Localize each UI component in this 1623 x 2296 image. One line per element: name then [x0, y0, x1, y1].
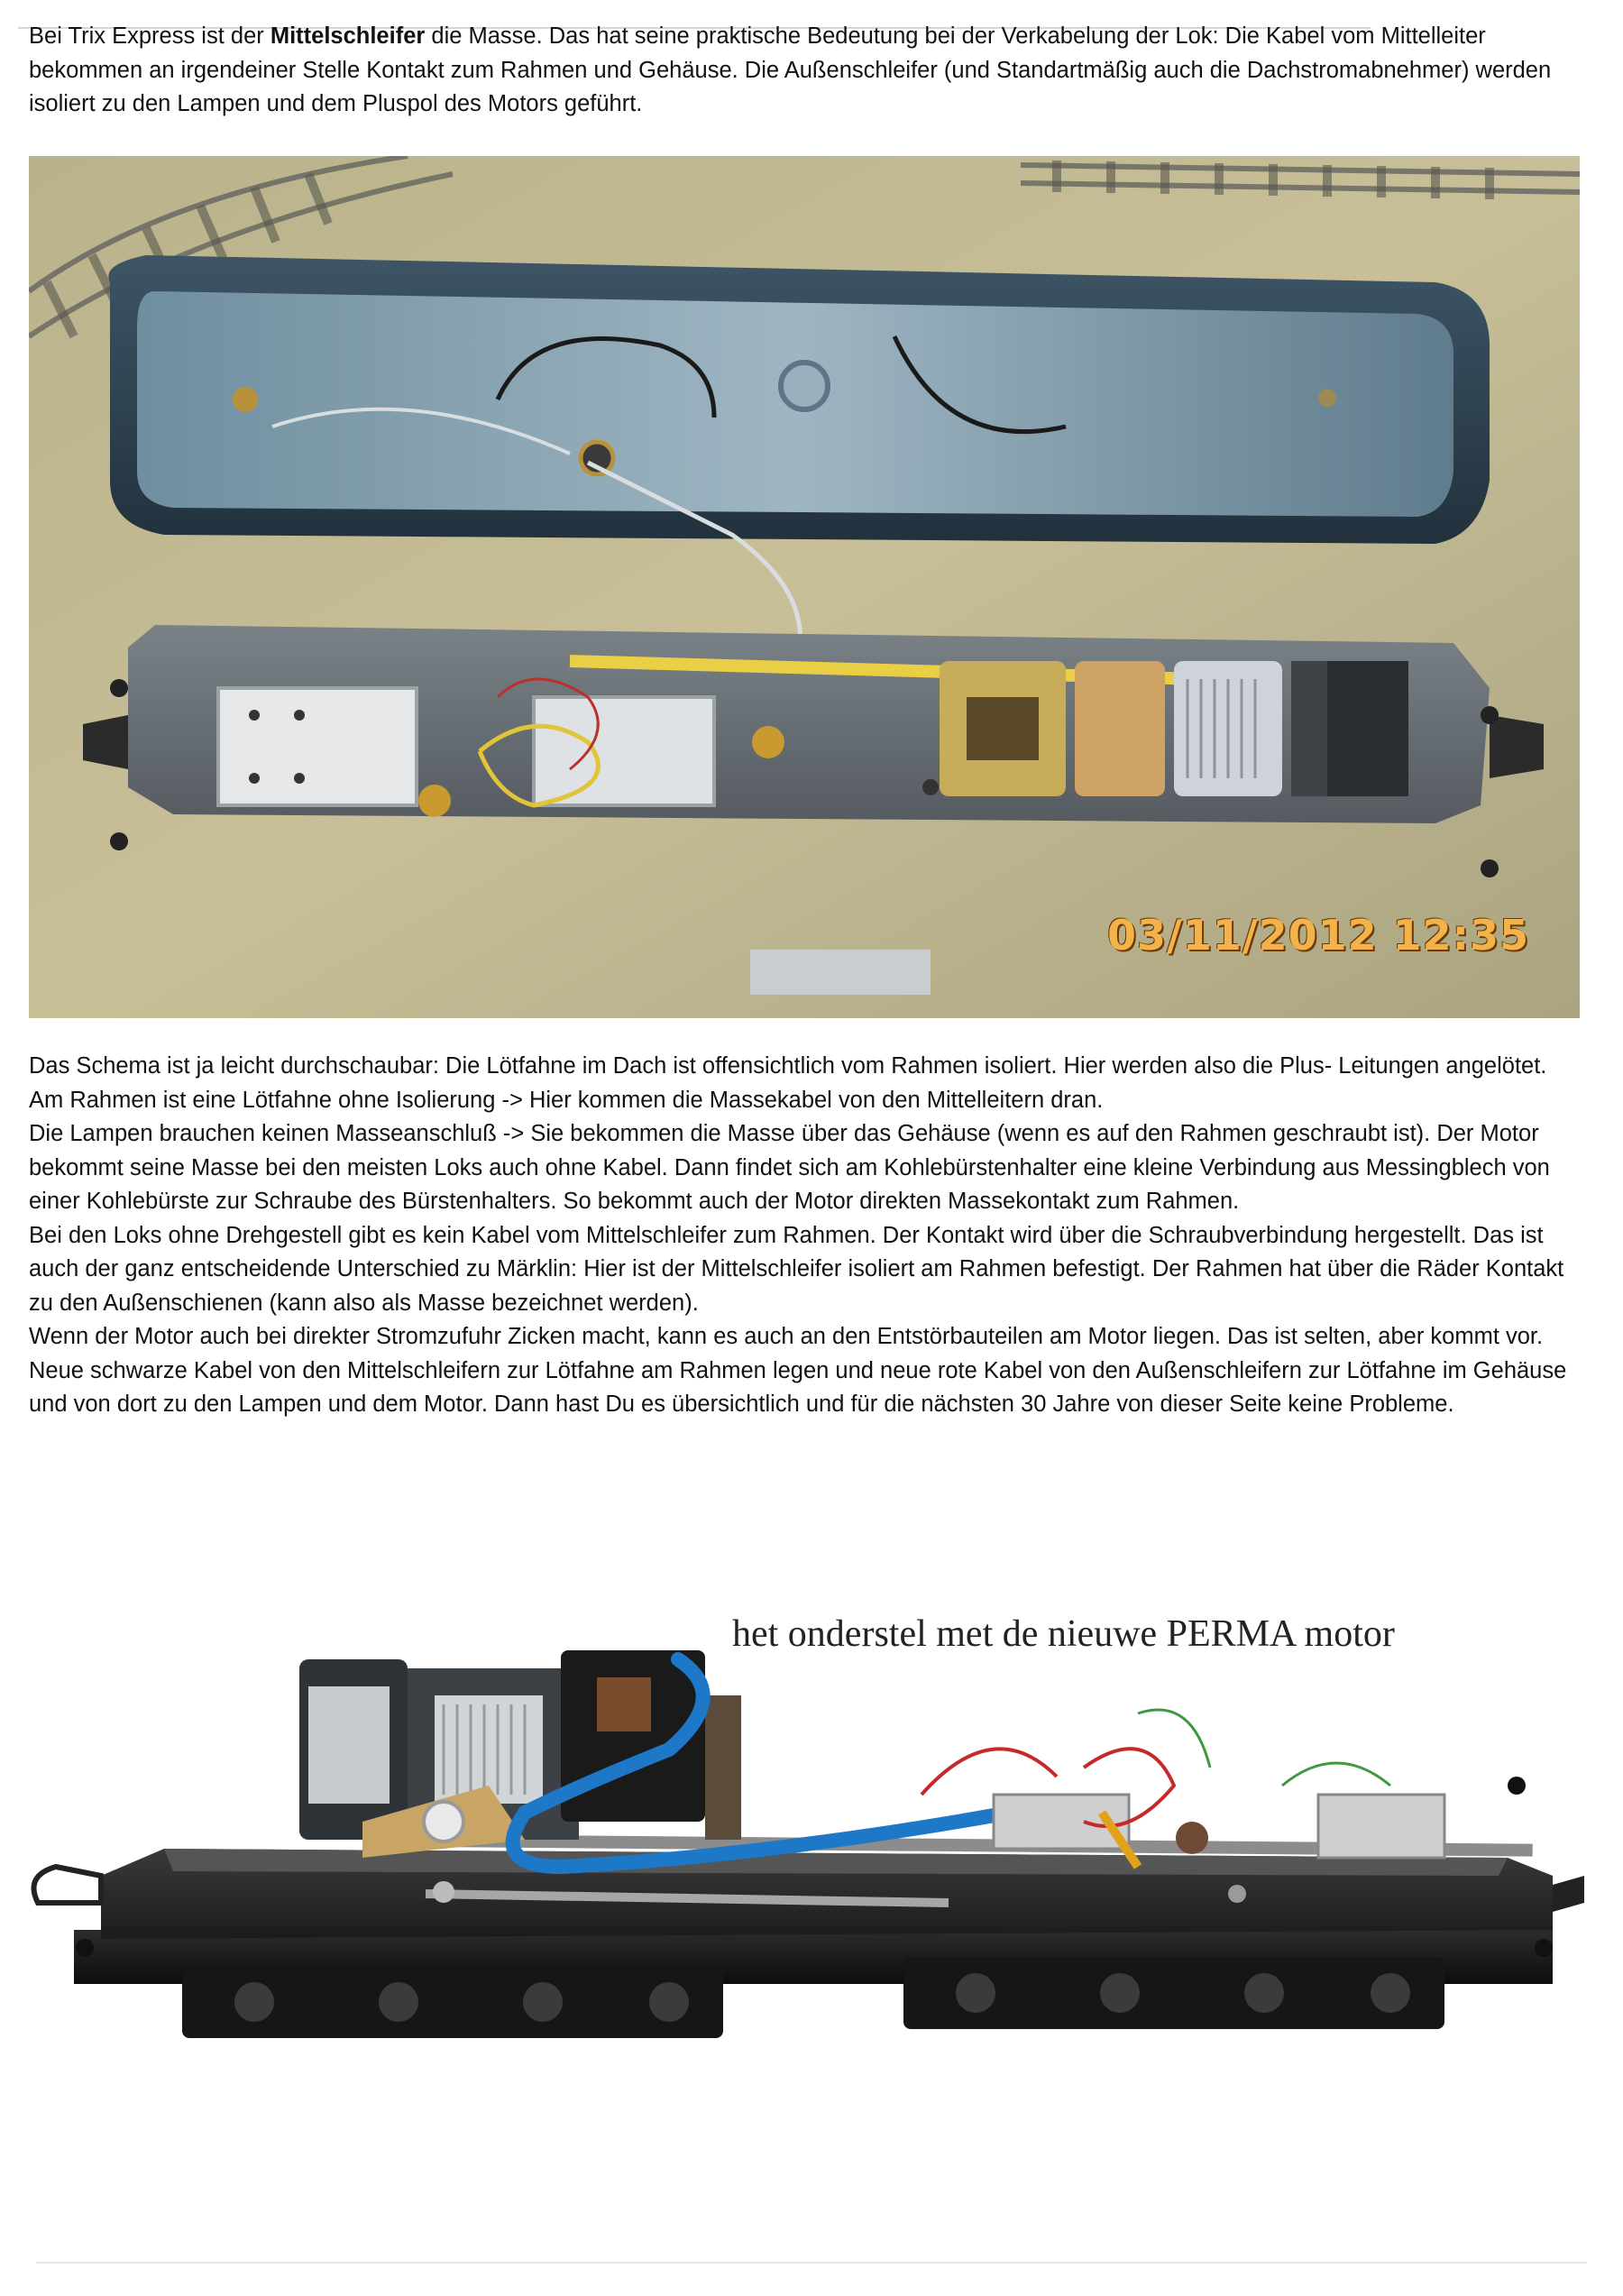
explanation-paragraph-2: Die Lampen brauchen keinen Masseanschluß -> Sie bekommen die Masse über das Gehäuse (wenn es auf den Rahmen geschraubt ist). Der Motor bekommt seine Masse bei den meisten Loks auch ohne Kabel. Dann findet sich am Kohlebürstenhalter eine kleine Verbindung aus Messingblech von einer Kohlebürste zur Schraube des Bürstenhalters. So bekommt auch der Motor direkten Massekontakt zum Rahmen.	[29, 1121, 1550, 1214]
intro-text-rest: die Masse. Das hat seine praktische Bedeutung bei der Verkabelung der Lok: Die Kabel vom Mittelleiter bekommen an irgendeiner Stelle Kontakt zum Rahmen und Gehäuse. Die Außenschleifer (und Standartmäßig auch die Dachstromabnehmer) werden isoliert zu den Lampen und dem Pluspol des Motors geführt.	[29, 23, 1552, 116]
intro-paragraph	[29, 20, 1580, 122]
photo-caption: het onderstel met de nieuwe PERMA motor	[732, 1613, 1395, 1655]
explanation-paragraph-1: Das Schema ist ja leicht durchschaubar: Die Lötfahne im Dach ist offensichtlich vom Rahmen isoliert. Hier werden also die Plus- Leitungen angelötet. Am Rahmen ist eine Lötfahne ohne Isolierung -> Hier kommen die Massekabel von den Mittelleitern dran.	[29, 1053, 1547, 1113]
photo-chassis-perma-motor	[20, 1605, 1589, 2065]
explanation-paragraph-3: Bei den Loks ohne Drehgestell gibt es kein Kabel vom Mittelschleifer zum Rahmen. Der Kontakt wird über die Schraubverbindung hergestellt. Das ist auch der ganz entscheidende Unterschied zu Märklin: Hier ist der Mittelschleifer isoliert am Rahmen befestigt. Der Rahmen hat über die Räder Kontakt zu den Außenschienen (kann also als Masse bezeichnet werden).	[29, 1222, 1564, 1316]
intro-text-start: Bei Trix Express ist der	[29, 23, 270, 49]
page-bottom-edge	[36, 2262, 1587, 2264]
explanation-paragraph-4: Wenn der Motor auch bei direkter Stromzufuhr Zicken macht, kann es auch an den Entstörbauteilen am Motor liegen. Das ist selten, aber kommt vor. Neue schwarze Kabel von den Mittelschleifern zur Lötfahne am Rahmen legen und neue rote Kabel von den Außenschleifern zur Lötfahne im Gehäuse und von dort zu den Lampen und dem Motor. Dann hast Du es übersichtlich und für die nächsten 30 Jahre von dieser Seite keine Probleme.	[29, 1324, 1567, 1417]
photo-timestamp: 03/11/2012 12:35	[1107, 911, 1530, 960]
photo-housing-and-chassis	[29, 156, 1580, 1018]
intro-bold-term: Mittelschleifer	[270, 23, 426, 49]
explanation-text	[29, 1050, 1580, 1422]
